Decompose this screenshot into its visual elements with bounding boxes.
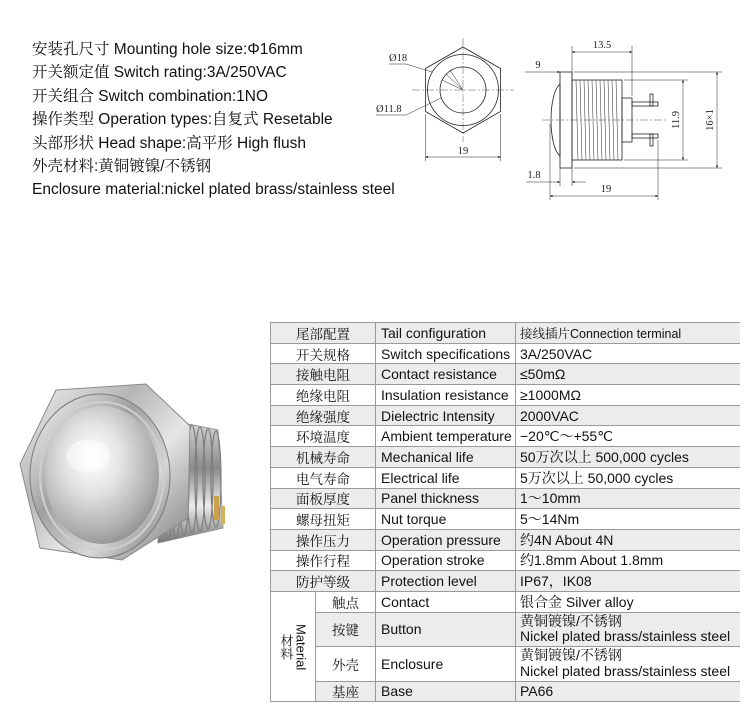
material-label-zh: 材料 [278,633,294,660]
terminal-pin [221,506,225,524]
front-view-drawing [376,38,514,161]
material-label-en-item: Base [375,682,515,703]
spec-label-en: Insulation resistance [375,385,515,406]
spec-label-zh: 开关规格 [270,344,375,365]
front-width-label: 19 [457,146,469,157]
inner-diameter-label: Ø11.8 [376,104,402,115]
spec-label-en: Ambient temperature [375,426,515,447]
spec-label-en: Panel thickness [375,489,515,510]
material-value-zh: 黄铜镀镍/不锈钢 [520,612,622,629]
material-value-en: Nickel plated brass/stainless steel [520,628,731,645]
spec-label-en: Mechanical life [375,447,515,468]
summary-enclosure-zh: 外壳材料:黄铜镀镍/不锈钢 [32,158,212,176]
side-body-height-label: 11.9 [671,111,682,129]
spec-label-en: Electrical life [375,468,515,489]
material-label-zh-item: 外壳 [315,647,375,682]
spec-label-zh: 面板厚度 [270,489,375,510]
spec-label-zh: 尾部配置 [270,323,375,344]
spec-value: 接线插片Connection terminal [515,323,740,344]
spec-label-zh: 绝缘强度 [270,406,375,427]
material-label-en-item: Button [375,613,515,648]
spec-label-zh: 机械寿命 [270,447,375,468]
spec-value: 约4N About 4N [515,530,740,551]
material-value: PA66 [515,682,740,703]
spec-value: 5～14Nm [515,509,740,530]
spec-label-zh: 螺母扭矩 [270,509,375,530]
spec-value: 3A/250VAC [515,344,740,365]
spec-label-en: Tail configuration [375,323,515,344]
side-bottom-length-label: 19 [600,184,612,195]
summary-enclosure-en: Enclosure material:nickel plated brass/stainless steel [32,181,395,199]
spec-value: −20℃～+55℃ [515,426,740,447]
spec-value: 50万次以上 500,000 cycles [515,447,740,468]
summary-operation-type: 操作类型 Operation types:自复式 Resetable [32,111,333,129]
spec-value: 1～10mm [515,489,740,510]
thread-lines [576,80,618,160]
spec-label-en: Switch specifications [375,344,515,365]
summary-switch-rating: 开关额定值 Switch rating:3A/250VAC [32,64,287,82]
terminal-pin [214,496,219,520]
material-label-zh-item: 触点 [315,592,375,613]
spec-label-en: Dielectric Intensity [375,406,515,427]
spec-summary [32,38,395,202]
side-thread-label: 16×1 [705,109,716,131]
spec-label-en: Nut torque [375,509,515,530]
summary-switch-combination: 开关组合 Switch combination:1NO [32,87,269,105]
spec-value: 2000VAC [515,406,740,427]
spec-label-zh: 电气寿命 [270,468,375,489]
spec-value: 约1.8mm About 1.8mm [515,551,740,572]
spec-label-zh: 操作压力 [270,530,375,551]
product-photo [18,378,238,568]
spec-label-en: Protection level [375,571,515,592]
outer-diameter-label: Ø18 [389,53,408,64]
material-label-en-item: Contact [375,592,515,613]
material-value: 银合金 Silver alloy [515,592,740,613]
spec-label-zh: 防护等级 [270,571,375,592]
material-value [515,647,740,682]
spec-label-en: Operation pressure [375,530,515,551]
terminal-lower [632,134,658,138]
spec-value: ≥1000MΩ [515,385,740,406]
spec-label-en: Operation stroke [375,551,515,572]
spec-value: IP67，IK08 [515,571,740,592]
spec-label-zh: 接触电阻 [270,364,375,385]
material-value [515,613,740,648]
summary-mounting-hole: 安装孔尺寸 Mounting hole size:Φ16mm [32,41,303,58]
material-group-label [270,592,315,702]
spec-label-en: Contact resistance [375,364,515,385]
material-value-en: Nickel plated brass/stainless steel [520,662,731,679]
dimension-drawing [360,28,745,213]
spec-label-zh: 操作行程 [270,551,375,572]
material-label-zh-item: 按键 [315,613,375,648]
spec-table [270,322,740,702]
spec-label-zh: 环境温度 [270,426,375,447]
spec-value: 5万次以上 50,000 cycles [515,468,740,489]
side-view-drawing [525,40,722,200]
side-top-length-label: 13.5 [592,40,612,51]
material-label-en: Material [293,623,309,670]
terminal-upper [632,102,658,106]
spec-label-zh: 绝缘电阻 [270,385,375,406]
summary-head-shape: 头部形状 Head shape:高平形 High flush [32,134,306,152]
material-label-en-item: Enclosure [375,647,515,682]
material-label-zh-item: 基座 [315,682,375,703]
dome-button [45,406,159,544]
material-value-zh: 黄铜镀镍/不锈钢 [520,647,622,664]
side-head-label: 9 [535,60,541,71]
spec-value: ≤50mΩ [515,364,740,385]
side-flange-label: 1.8 [527,170,541,181]
